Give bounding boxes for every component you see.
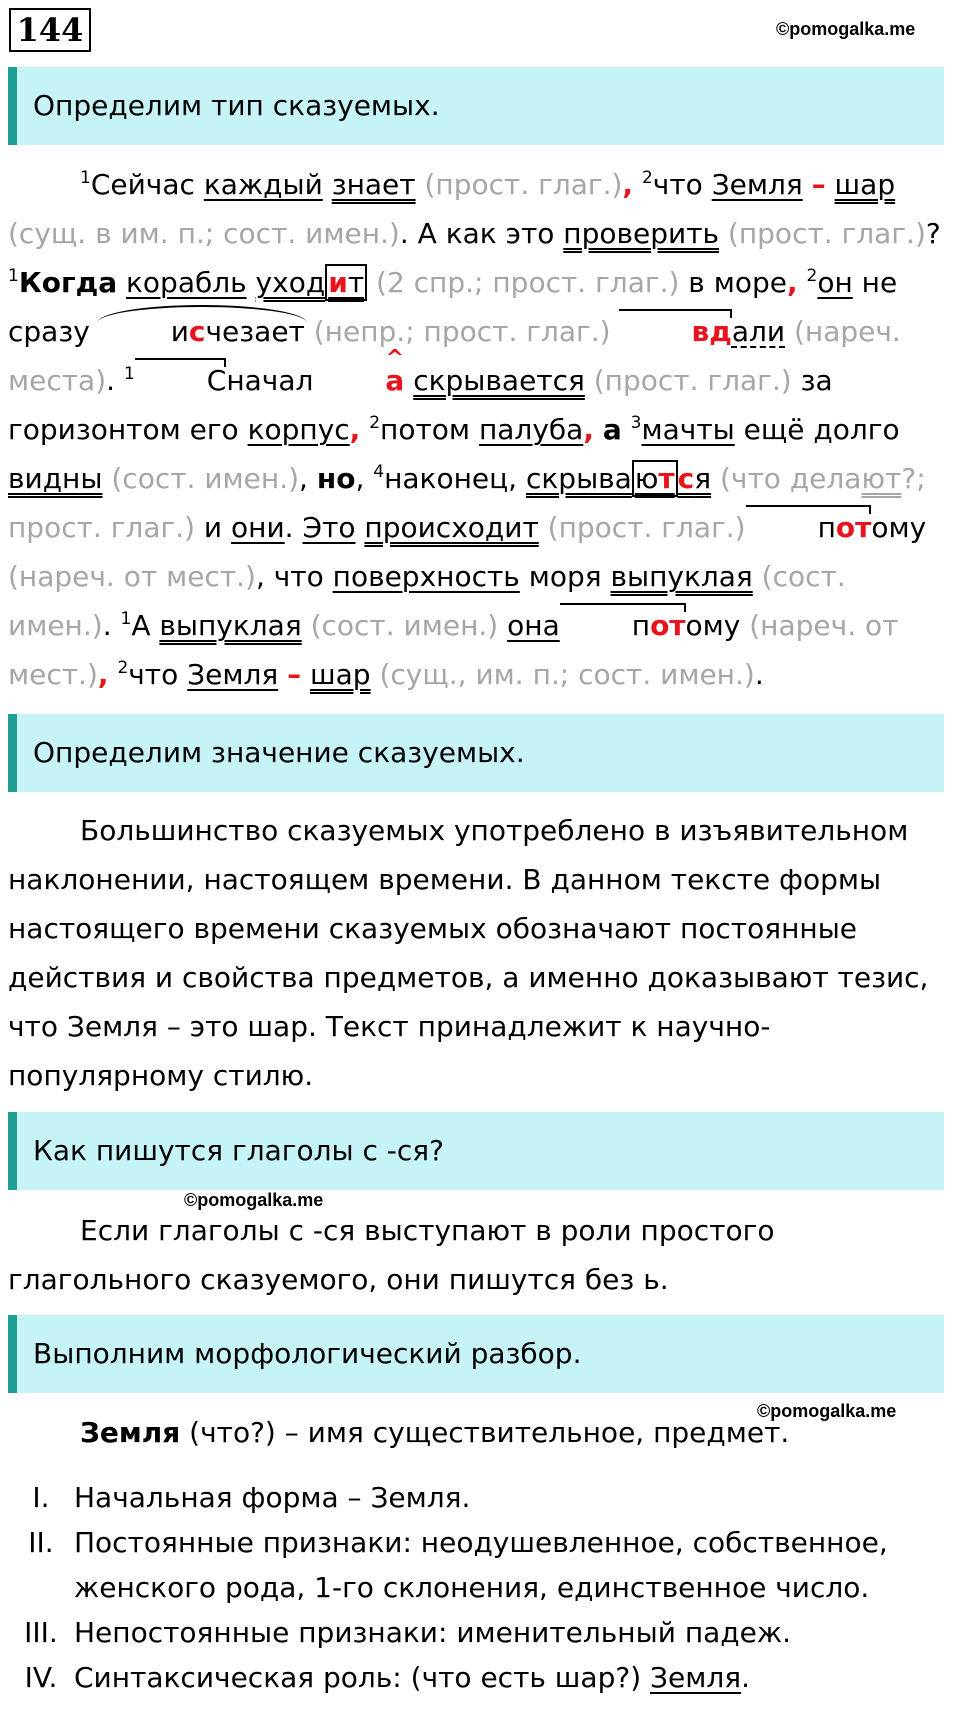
- prefix: С: [206, 364, 227, 397]
- space: [117, 266, 126, 299]
- sya-paragraph: [8, 1206, 952, 1304]
- word: ?: [925, 217, 941, 250]
- note: (сост. имен.): [8, 560, 846, 642]
- word: что: [652, 168, 712, 201]
- note: (сущ., им. п.; сост. имен.): [370, 658, 755, 691]
- word: ещё долго: [734, 413, 900, 446]
- sup: 2: [117, 658, 129, 678]
- subject: корабль: [126, 266, 247, 299]
- comma: ,: [786, 266, 798, 299]
- section-header-sya-verbs: [8, 1112, 944, 1190]
- note: (сост. имен.): [301, 609, 499, 642]
- morph-intro-text: (что?) – имя существительное, предмет.: [180, 1416, 790, 1449]
- list-item: [8, 1610, 952, 1655]
- predicate: скрыва: [525, 462, 632, 495]
- morph-list: [8, 1475, 952, 1700]
- note: (нареч. от мест.): [8, 560, 256, 593]
- space: [278, 658, 287, 691]
- prefix: от: [835, 511, 872, 544]
- note: (прост. глаг.): [538, 511, 746, 544]
- prefix: от: [650, 609, 686, 642]
- list-text-part: .: [741, 1661, 750, 1694]
- predicate: шар: [310, 658, 371, 691]
- sup: 1: [80, 168, 91, 188]
- subject: мачты: [641, 413, 735, 446]
- space: [301, 658, 310, 691]
- sup: 1: [120, 609, 132, 629]
- sup: 2: [641, 168, 653, 188]
- comma: ,: [583, 413, 594, 446]
- section-header-predicate-type: [8, 67, 944, 145]
- list-number: II.: [28, 1526, 54, 1559]
- sup: 4: [373, 462, 385, 482]
- ending-letter: и: [328, 266, 348, 299]
- word: за горизонтом его: [8, 364, 833, 446]
- section-title: Как пишутся глаголы с -ся?: [33, 1134, 445, 1167]
- word: . А как это: [399, 217, 564, 250]
- section-title: Определим тип сказуемых.: [33, 89, 440, 122]
- prefix: п: [817, 511, 836, 544]
- adverb: али: [731, 315, 786, 348]
- list-text: Начальная форма – Земля.: [74, 1481, 471, 1514]
- predicate: чезает: [205, 315, 305, 348]
- note: (сост. имен.): [102, 462, 300, 495]
- watermark: ©pomogalka.me: [184, 1190, 324, 1210]
- note: (прост. глаг.): [719, 217, 926, 250]
- predicate: шар: [834, 168, 896, 201]
- predicate: происходит: [364, 511, 539, 544]
- subject: Земля: [711, 168, 803, 201]
- word: .: [754, 658, 764, 691]
- conjunction: Когда: [18, 266, 118, 299]
- list-number: I.: [32, 1481, 50, 1514]
- letter: с: [188, 315, 206, 348]
- subject: он: [817, 266, 853, 299]
- note: (непр.; прост. глаг.): [304, 315, 611, 348]
- word: и: [195, 511, 232, 544]
- prefix: вд: [691, 315, 732, 348]
- predicate: скрывается: [413, 364, 585, 397]
- space: [323, 168, 332, 201]
- note: (прост. глаг.): [415, 168, 623, 201]
- text-analysis-paragraph: [8, 160, 952, 699]
- space: [360, 413, 369, 446]
- note: (сущ. в им. п.; сост. имен.): [8, 217, 400, 250]
- prefix: п: [631, 609, 651, 642]
- list-text: [74, 1655, 952, 1700]
- word: что: [128, 658, 188, 691]
- sya-text: Если глаголы с -ся выступают в роли простого глагольного сказуемого, они пишутся без ь.: [8, 1214, 775, 1296]
- conjunction: но: [316, 462, 356, 495]
- conjunction: а: [602, 413, 622, 446]
- list-item: [8, 1655, 952, 1700]
- letter: с: [677, 462, 695, 495]
- ending-letter: ю: [634, 462, 659, 495]
- subject: каждый: [203, 168, 323, 201]
- word: в море: [679, 266, 787, 299]
- word: ,: [355, 462, 374, 495]
- word: ,: [299, 462, 317, 495]
- comma: ,: [97, 658, 109, 691]
- space: [404, 364, 413, 397]
- meaning-text: Большинство сказуемых употреблено в изъявительном наклонении, настоящем времени. В данном тексте формы настоящего времени сказуемых обозначают постоянные действия и свойства предметов, а именно доказывают тезис, что Земля – это шар. Текст принадлежит к научно-популярному стилю.: [8, 814, 929, 1092]
- word: начал: [226, 364, 314, 397]
- predicate: уход: [255, 266, 326, 299]
- subject: палуба: [478, 413, 584, 446]
- sup: 2: [369, 413, 381, 433]
- word: моря: [519, 560, 611, 593]
- list-item: [8, 1520, 952, 1610]
- predicate: проверить: [563, 217, 720, 250]
- letter: я: [694, 462, 712, 495]
- adverb: ому: [871, 511, 927, 544]
- sup: 1: [123, 364, 135, 384]
- watermark: ©pomogalka.me: [757, 1401, 897, 1421]
- sup: 3: [630, 413, 642, 433]
- subject: они: [231, 511, 285, 544]
- ending-letter: т: [658, 462, 675, 495]
- exercise-number: 144: [9, 8, 91, 52]
- predicate: видны: [8, 462, 103, 495]
- letter: а ^: [313, 356, 404, 405]
- note: (нареч. от мест.): [8, 609, 899, 691]
- space: [803, 168, 812, 201]
- space: [498, 609, 507, 642]
- section-header-morph: [8, 1315, 944, 1393]
- morph-word: Земля: [80, 1416, 181, 1449]
- word: .: [102, 609, 121, 642]
- space: [798, 266, 807, 299]
- morph-intro: [8, 1408, 952, 1457]
- comma: ,: [349, 413, 361, 446]
- sup: 1: [8, 266, 19, 286]
- sup: 2: [806, 266, 818, 286]
- subject: она: [507, 609, 560, 642]
- list-item: [8, 1475, 952, 1520]
- subject: корпус: [247, 413, 350, 446]
- word: .: [284, 511, 303, 544]
- note: (прост. глаг.): [584, 364, 792, 397]
- dash: –: [287, 658, 302, 691]
- subject: Земля: [187, 658, 279, 691]
- dash: –: [811, 168, 826, 201]
- meaning-paragraph: [8, 806, 952, 1100]
- space: [826, 168, 835, 201]
- list-number: IV.: [24, 1661, 58, 1694]
- word: , что: [255, 560, 333, 593]
- note: (что дела: [711, 462, 862, 495]
- predicate: выпуклая: [610, 560, 753, 593]
- adverb: ому: [685, 609, 741, 642]
- subject: Это: [302, 511, 356, 544]
- word: наконец,: [384, 462, 526, 495]
- section-title: Определим значение сказуемых.: [33, 736, 525, 769]
- word: Сейчас: [90, 168, 204, 201]
- predicate: знает: [331, 168, 416, 201]
- watermark: ©pomogalka.me: [776, 19, 916, 39]
- space: [594, 413, 603, 446]
- space: [622, 413, 631, 446]
- space: [247, 266, 256, 299]
- word: .: [106, 364, 124, 397]
- note: (нареч. места): [8, 315, 901, 397]
- word: потом: [380, 413, 479, 446]
- note-ending: ют: [861, 462, 902, 495]
- comma: ,: [622, 168, 634, 201]
- list-subject-word: Земля: [650, 1661, 742, 1694]
- section-header-predicate-meaning: [8, 714, 944, 792]
- list-text: Постоянные признаки: неодушевленное, собственное, женского рода, 1-го склонения, единственное число.: [74, 1526, 888, 1604]
- word: А: [131, 609, 160, 642]
- subject: поверхность: [332, 560, 520, 593]
- list-text-part: Синтаксическая роль: (что есть шар?): [74, 1661, 651, 1694]
- list-number: III.: [24, 1616, 58, 1649]
- note: (2 спр.; прост. глаг.): [367, 266, 680, 299]
- word: не сразу: [8, 266, 898, 348]
- ending-letter: т: [347, 266, 365, 299]
- space: [633, 168, 642, 201]
- list-text: Непостоянные признаки: именительный падеж.: [74, 1616, 791, 1649]
- letter: и: [170, 315, 189, 348]
- predicate: выпуклая: [159, 609, 302, 642]
- section-title: Выполним морфологический разбор.: [33, 1337, 582, 1370]
- note: ?; прост. глаг.): [8, 462, 926, 544]
